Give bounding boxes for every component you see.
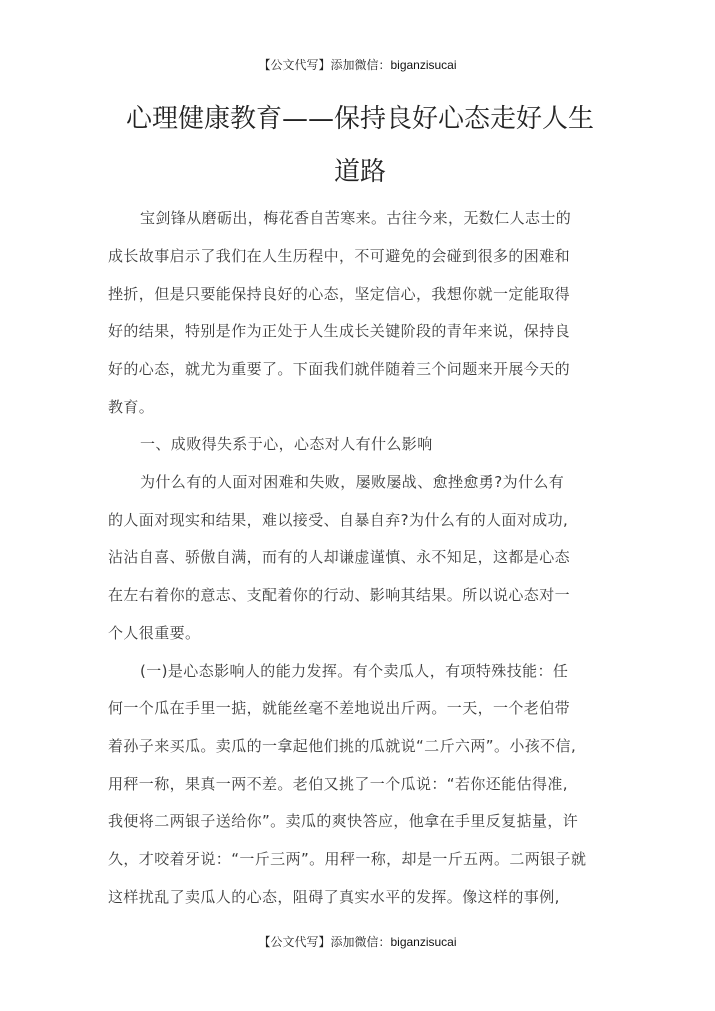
header-prefix: 【公文代写】添加微信： <box>258 58 391 72</box>
paragraph-line: 着孙子来买瓜。卖瓜的一拿起他们挑的瓜就说“二斤六两”。小孩不信, <box>108 737 577 755</box>
paragraph-line: 宝剑锋从磨砺出，梅花香自苦寒来。古往今来，无数仁人志士的 <box>140 209 572 227</box>
paragraph-line: 成长故事启示了我们在人生历程中，不可避免的会碰到很多的困难和 <box>108 247 571 265</box>
paragraph-line: 沾沾自喜、骄傲自满，而有的人却谦虚谨慎、永不知足，这都是心态 <box>108 548 571 566</box>
header-wechat-id: biganzisucai <box>390 58 457 72</box>
paragraph-line: 个人很重要。 <box>108 624 201 642</box>
paragraph-line: 挫折，但是只要能保持良好的心态，坚定信心，我想你就一定能取得 <box>108 285 571 303</box>
paragraph-line: 的人面对现实和结果，难以接受、自暴自弃?为什么有的人面对成功, <box>108 511 569 529</box>
document-title-line-2: 道路 <box>333 157 386 187</box>
paragraph-line: 在左右着你的意志、支配着你的行动、影响其结果。所以说心态对一 <box>108 586 571 604</box>
paragraph-line: (一)是心态影响人的能力发挥。有个卖瓜人，有项特殊技能：任 <box>140 662 569 680</box>
paragraph-line: 何一个瓜在手里一掂，就能丝毫不差地说出斤两。一天，一个老伯带 <box>108 699 571 717</box>
page-header <box>0 56 715 73</box>
section-heading: 一、成败得失系于心，心态对人有什么影响 <box>140 435 433 453</box>
document-title-line-1: 心理健康教育——保持良好心态走好人生 <box>125 104 594 134</box>
paragraph-line: 好的心态，就尤为重要了。下面我们就伴随着三个问题来开展今天的 <box>108 360 571 378</box>
footer-wechat-id: biganzisucai <box>390 935 457 949</box>
paragraph-line: 用秤一称，果真一两不差。老伯又挑了一个瓜说：“若你还能估得准, <box>108 775 568 793</box>
paragraph-line: 我便将二两银子送给你”。卖瓜的爽快答应，他拿在手里反复掂量，许 <box>108 812 579 830</box>
paragraph-line: 久，才咬着牙说：“一斤三两”。用秤一称，却是一斤五两。二两银子就 <box>108 850 587 868</box>
footer-prefix: 【公文代写】添加微信： <box>258 935 391 949</box>
paragraph-line: 教育。 <box>108 398 155 416</box>
paragraph-line: 这样扰乱了卖瓜人的心态，阻碍了真实水平的发挥。像这样的事例, <box>108 888 560 906</box>
page-footer <box>0 933 715 950</box>
paragraph-line: 为什么有的人面对困难和失败，屡败屡战、愈挫愈勇?为什么有 <box>140 473 565 491</box>
paragraph-line: 好的结果，特别是作为正处于人生成长关键阶段的青年来说，保持良 <box>108 322 571 340</box>
